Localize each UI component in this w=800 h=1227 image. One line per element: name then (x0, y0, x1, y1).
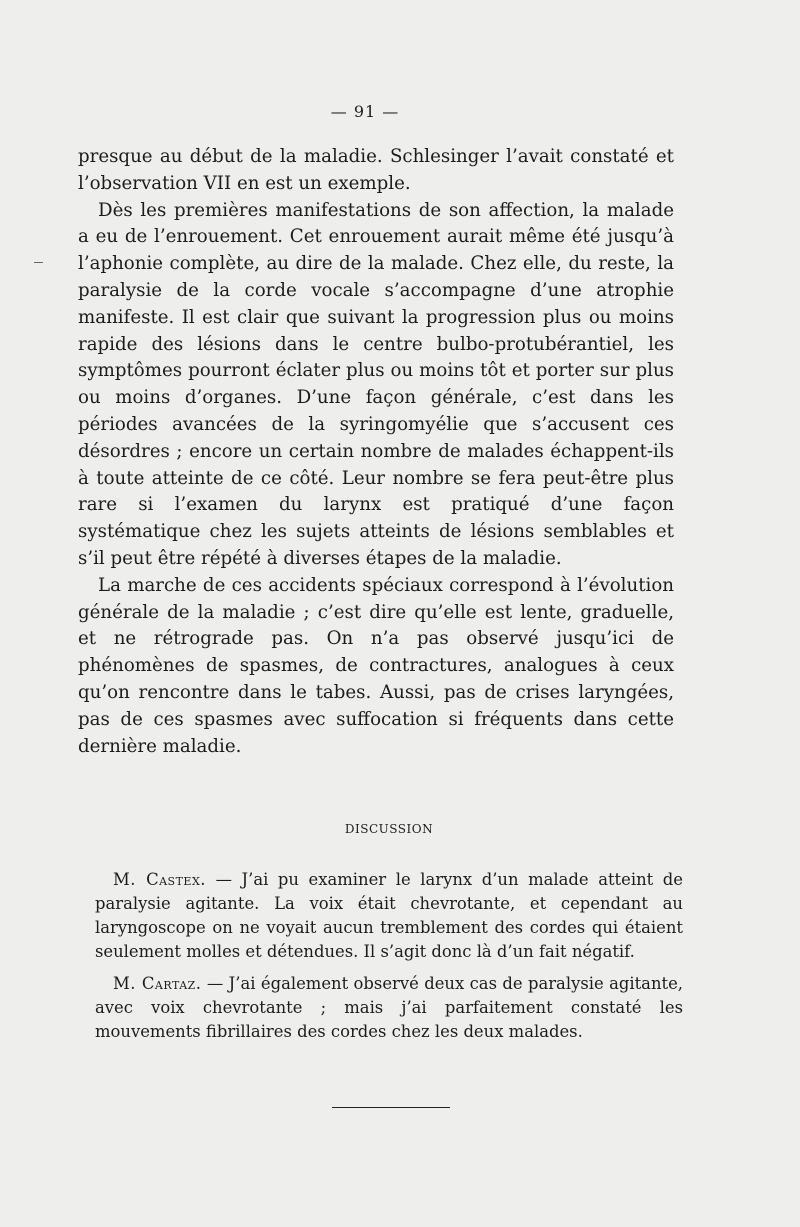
speaker-name: M. Cartaz. (113, 974, 202, 993)
paragraph-continuation: presque au début de la maladie. Schlesinger l’avait constaté et l’observation VII en est un exemple. (78, 146, 674, 194)
body-text (78, 144, 674, 760)
page-number: — 91 — (330, 102, 400, 121)
discussion-section (95, 868, 683, 1052)
discussion-entry-cartaz (95, 972, 683, 1044)
discussion-entry-castex (95, 868, 683, 964)
discussion-text: — J’ai pu examiner le larynx d’un malade atteint de paralysie agitante. La voix était chevrotante, et cependant au laryngoscope on ne voyait aucun tremblement des cordes qui étaient seulement molles et détendues. Il s’agit donc là d’un fait négatif. (95, 870, 683, 961)
paragraph-progression: La marche de ces accidents spéciaux correspond à l’évolution générale de la maladie ; c’est dire qu’elle est lente, graduelle, et ne rétrograde pas. On n’a pas observé jusqu’ici de phénomènes de spasmes, de contractures, analogues à ceux qu’on rencontre dans le tabes. Aussi, pas de crises laryngées, pas de ces spasmes avec suffocation si fréquents dans cette dernière maladie. (78, 574, 674, 757)
speaker-name: M. Castex. (113, 870, 206, 889)
paragraph-hoarseness: Dès les premières manifestations de son affection, la malade a eu de l’enrouement. Cet enrouement aurait même été jusqu’à l’aphonie complète, au dire de la malade. Chez elle, du reste, la paralysie de la corde vocale s’accompagne d’une atrophie manifeste. Il est clair que suivant la progression plus ou moins rapide des lésions dans le centre bulbo-protubérantiel, les symptômes pourront éclater plus ou moins tôt et porter sur plus ou moins d’organes. D’une façon générale, c’est dans les périodes avancées de la syringomyélie que s’accusent ces désordres ; encore un certain nombre de malades échappent-ils à toute atteinte de ce côté. Leur nombre se fera peut-être plus rare si l’examen du larynx est pratiqué d’une façon systématique chez les sujets atteints de lésions semblables et s’il peut être répété à diverses étapes de la maladie. (78, 199, 674, 569)
discussion-text: — J’ai également observé deux cas de paralysie agitante, avec voix chevrotante ; mais j’ai parfaitement constaté les mouvements fibrillaires des cordes chez les deux malades. (95, 974, 683, 1041)
discussion-heading: DISCUSSION (344, 822, 434, 836)
margin-mark (34, 262, 43, 263)
closing-rule (332, 1107, 450, 1108)
